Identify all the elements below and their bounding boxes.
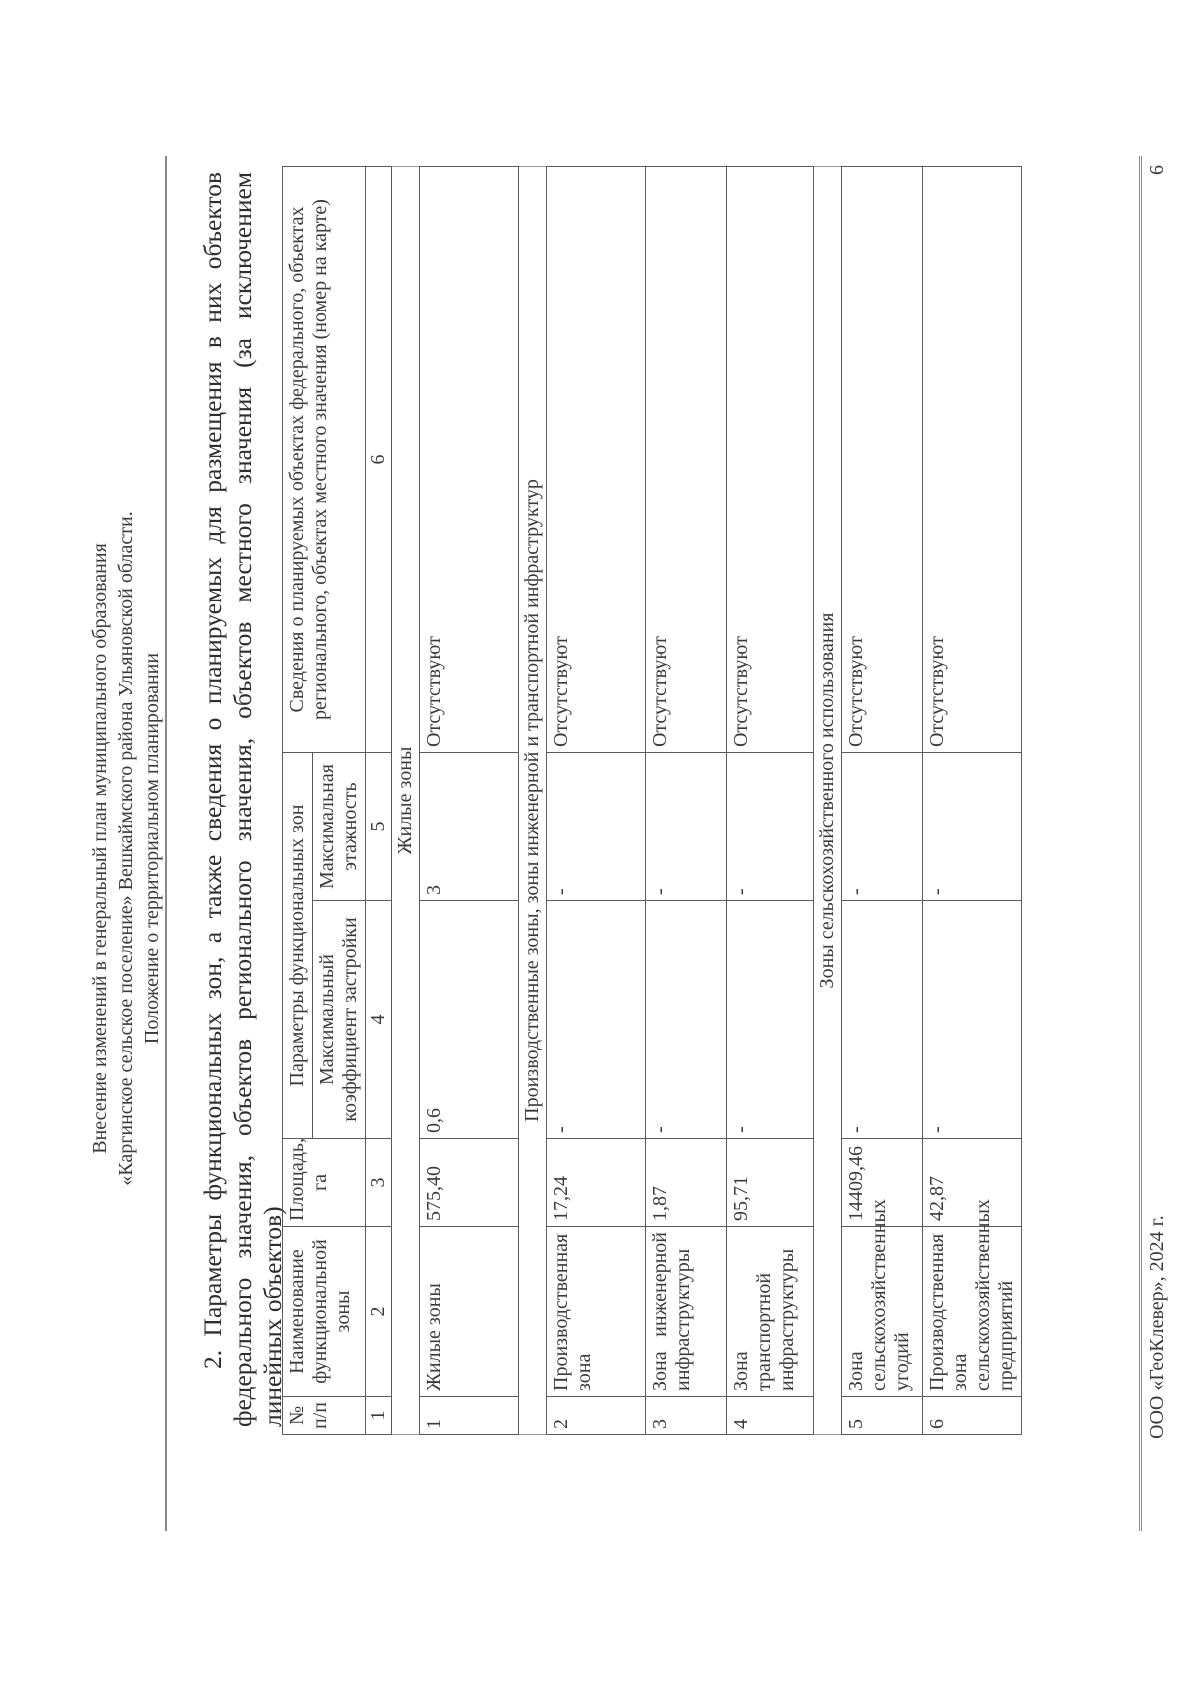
row-num: 3 [646,1397,727,1435]
header-rule [165,156,167,1531]
row-area: 42,87 [923,1139,1022,1227]
header-area: Площадь, га [283,1139,366,1227]
row-area: 14409,46 [842,1139,923,1227]
colnum: 3 [366,1139,392,1227]
header-name: Наименование функциональной зоны [283,1227,366,1397]
row-info: Отсутствуют [646,167,727,753]
row-name [727,1227,814,1397]
section-row [392,167,420,1435]
row-area: 575,40 [420,1139,519,1227]
row-info: Отсутствуют [547,167,646,753]
row-name [923,1199,1022,1397]
row-floors: 3 [420,753,519,901]
section-industrial: Производственные зоны, зоны инженерной и транспортной инфраструктур [519,167,547,1435]
section-residential: Жилые зоны [392,167,420,1435]
section-row [519,167,547,1435]
header-line-1: Внесение изменений в генеральный план муниципального образования [89,543,111,1154]
intro-paragraph: 2. Параметры функциональных зон, а также сведения о планируемых для размещения в них объектов федерального значения, объектов регионального значения, объектов местного значения (за исключением линейных объектов) [198,172,287,1427]
row-area: 17,24 [547,1139,646,1227]
table-row [842,167,923,1435]
footer-rule [1139,156,1142,1531]
section-row [814,167,842,1435]
row-num: 1 [420,1397,519,1435]
colnum: 5 [366,753,392,901]
header-coef: Максимальный коэффициент застройки [313,901,366,1139]
row-num: 6 [923,1397,1022,1435]
column-number-row [366,167,392,1435]
row-num: 4 [727,1397,814,1435]
colnum: 4 [366,901,392,1139]
row-num: 2 [547,1397,646,1435]
row-name-text: Зона транспортной инфраструктуры [730,1248,798,1391]
footer-company: ООО «ГеоКлевер», 2024 г. [1146,1215,1168,1439]
page-number: 6 [1146,165,1168,175]
table-row [547,167,646,1435]
row-info: Отсутствуют [923,167,1022,753]
row-coef: - [547,901,646,1139]
row-floors: - [547,753,646,901]
header-floors: Максимальная этажность [313,753,366,901]
row-name: Зона сельскохозяйственных угодий [842,1227,923,1397]
row-area: 95,71 [727,1139,814,1227]
row-info: Отсутствуют [842,167,923,753]
row-floors: - [646,753,727,901]
table-row [420,167,519,1435]
row-name [646,1227,727,1397]
zones-table [282,166,1022,1435]
header-num: № п/п [283,1397,366,1435]
colnum: 1 [366,1397,392,1435]
row-name: Жилые зоны [420,1227,519,1397]
row-coef: - [923,901,1022,1139]
row-coef: - [727,901,814,1139]
header-line-2: «Каргинское сельское поселение» Вешкаймского района Ульяновской области. [115,511,137,1186]
colnum: 2 [366,1227,392,1397]
section-agricultural: Зоны сельскохозяйственного использования [814,167,842,1435]
row-area: 1,87 [646,1139,727,1227]
table-row [727,167,814,1435]
row-name: Производственная зона [547,1227,646,1397]
row-num: 5 [842,1397,923,1435]
row-name-text: Зона инженерной инфраструктуры [649,1232,694,1391]
table-row [646,167,727,1435]
row-info: Отсутствуют [420,167,519,753]
row-name-text: Производственная зона сельскохозяйственных предприятий [926,1199,1017,1391]
row-floors: - [923,753,1022,901]
table-header-row [283,167,313,1435]
header-info: Сведения о планируемых объектах федерального, объектах регионального, объектах местного значения (номер на карте) [283,167,366,753]
row-info: Отсутствуют [727,167,814,753]
row-floors: - [727,753,814,901]
row-coef: 0,6 [420,901,519,1139]
row-coef: - [842,901,923,1139]
header-line-3: Положение о территориальном планировании [141,652,163,1045]
header-params: Параметры функциональных зон [283,753,313,1139]
row-coef: - [646,901,727,1139]
table-row [923,167,1022,1435]
row-floors: - [842,753,923,901]
colnum: 6 [366,167,392,753]
